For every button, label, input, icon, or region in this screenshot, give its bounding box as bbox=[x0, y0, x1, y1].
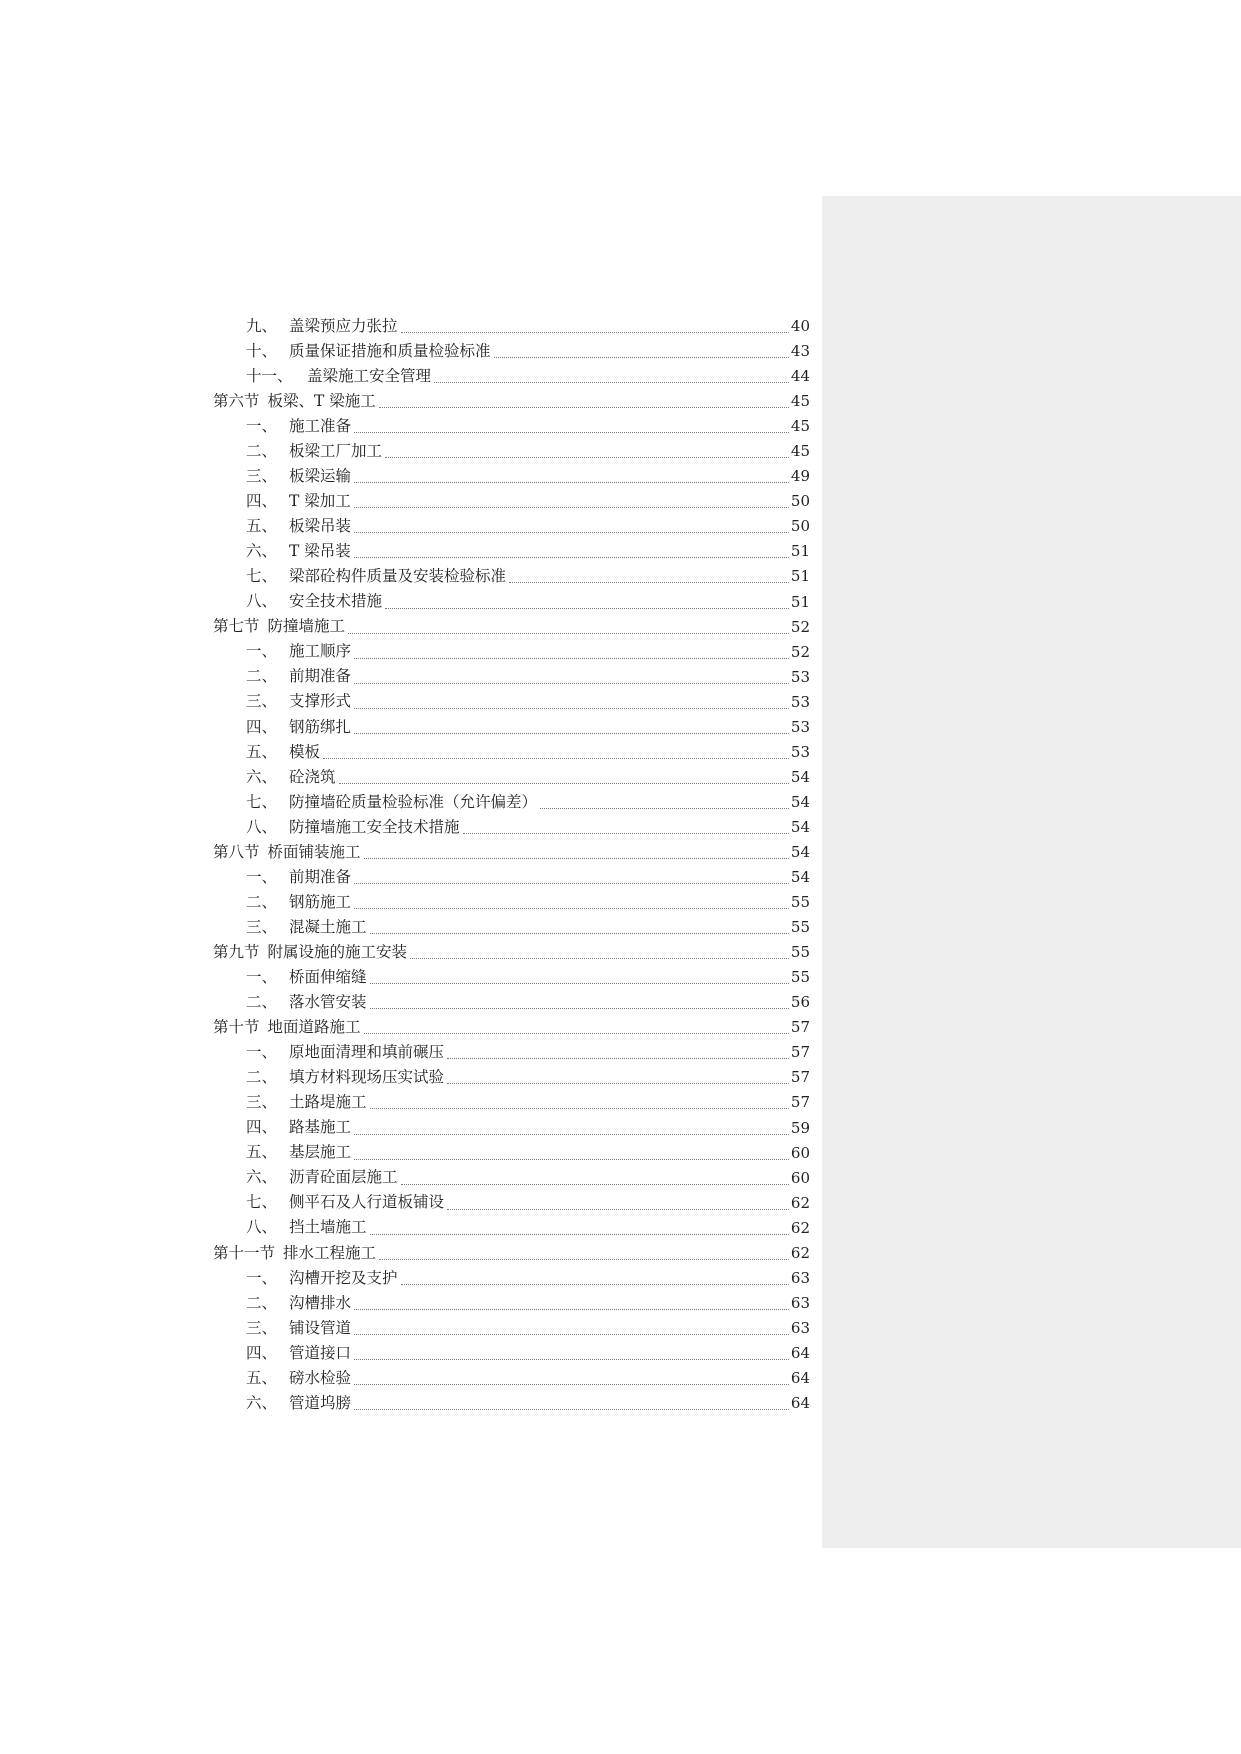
toc-subsection-entry[interactable] bbox=[213, 890, 810, 915]
toc-page-number: 62 bbox=[790, 1193, 810, 1212]
toc-dot-leader bbox=[385, 608, 789, 609]
toc-dot-leader bbox=[370, 983, 789, 984]
toc-entry-number: 三、 bbox=[246, 692, 278, 711]
toc-page-number: 55 bbox=[790, 893, 810, 912]
toc-entry-title: 排水工程施工 bbox=[283, 1243, 377, 1262]
toc-page-number: 52 bbox=[790, 642, 810, 661]
toc-page-number: 50 bbox=[790, 492, 810, 511]
toc-entry-title: 盖梁预应力张拉 bbox=[289, 316, 398, 335]
toc-entry-title: 前期准备 bbox=[289, 867, 352, 886]
toc-dot-leader bbox=[370, 1008, 789, 1009]
toc-page-number: 50 bbox=[790, 517, 810, 536]
toc-entry-number: 第七节 bbox=[213, 617, 260, 636]
toc-subsection-entry[interactable] bbox=[213, 1141, 810, 1166]
toc-entry-title: 盖梁施工安全管理 bbox=[307, 366, 432, 385]
toc-entry-title: 施工顺序 bbox=[289, 642, 352, 661]
toc-entry-number: 七、 bbox=[246, 792, 278, 811]
toc-dot-leader bbox=[323, 758, 789, 759]
toc-entry-title: T 梁加工 bbox=[289, 492, 351, 511]
toc-subsection-entry[interactable] bbox=[213, 314, 810, 339]
toc-dot-leader bbox=[354, 1334, 789, 1335]
toc-subsection-entry[interactable] bbox=[213, 539, 810, 564]
toc-entry-title: 防撞墙施工安全技术措施 bbox=[289, 817, 460, 836]
toc-page-number: 63 bbox=[790, 1318, 810, 1337]
toc-dot-leader bbox=[364, 1033, 789, 1034]
toc-dot-leader bbox=[354, 708, 789, 709]
toc-dot-leader bbox=[509, 582, 789, 583]
toc-dot-leader bbox=[348, 633, 789, 634]
toc-subsection-entry[interactable] bbox=[213, 665, 810, 690]
toc-entry-number: 十一、 bbox=[246, 366, 293, 385]
toc-entry-number: 五、 bbox=[246, 1368, 278, 1387]
toc-dot-leader bbox=[354, 1159, 789, 1160]
toc-subsection-entry[interactable] bbox=[213, 715, 810, 740]
toc-subsection-entry[interactable] bbox=[213, 1166, 810, 1191]
toc-dot-leader bbox=[379, 407, 789, 408]
toc-entry-title: 土路堤施工 bbox=[289, 1093, 367, 1112]
toc-entry-title: 板梁工厂加工 bbox=[289, 442, 383, 460]
toc-entry-number: 六、 bbox=[246, 1168, 278, 1187]
toc-subsection-entry[interactable] bbox=[213, 1191, 810, 1216]
toc-entry-title: 施工准备 bbox=[289, 416, 352, 435]
toc-entry-title: 防撞墙砼质量检验标准（允许偏差） bbox=[289, 792, 538, 811]
toc-dot-leader bbox=[354, 1359, 789, 1360]
toc-entry-title: 梁部砼构件质量及安装检验标准 bbox=[289, 567, 507, 586]
toc-subsection-entry[interactable] bbox=[213, 965, 810, 990]
toc-entry-title: 板梁、T 梁施工 bbox=[267, 391, 376, 410]
toc-subsection-entry[interactable] bbox=[213, 439, 810, 464]
toc-entry-number: 八、 bbox=[246, 1218, 278, 1237]
toc-entry-title: 基层施工 bbox=[289, 1143, 352, 1162]
toc-page-number: 62 bbox=[790, 1243, 810, 1262]
toc-page-number: 55 bbox=[790, 943, 810, 962]
toc-entry-title: 铺设管道 bbox=[289, 1318, 352, 1337]
toc-dot-leader bbox=[447, 1209, 789, 1210]
toc-page-number: 53 bbox=[790, 667, 810, 686]
toc-dot-leader bbox=[401, 332, 789, 333]
toc-entry-title: 钢筋绑扎 bbox=[289, 717, 352, 736]
toc-entry-title: 挡土墙施工 bbox=[289, 1218, 367, 1237]
toc-dot-leader bbox=[354, 683, 789, 684]
toc-entry-number: 四、 bbox=[246, 717, 278, 736]
toc-page-number: 57 bbox=[790, 1043, 810, 1062]
toc-subsection-entry[interactable] bbox=[213, 590, 810, 615]
toc-page-number: 57 bbox=[790, 1093, 810, 1112]
toc-section-entry[interactable] bbox=[213, 389, 810, 414]
toc-entry-number: 二、 bbox=[246, 892, 278, 911]
toc-subsection-entry[interactable] bbox=[213, 765, 810, 790]
toc-dot-leader bbox=[401, 1284, 789, 1285]
toc-entry-title: 模板 bbox=[289, 742, 321, 761]
toc-entry-title: 钢筋施工 bbox=[289, 892, 352, 911]
toc-dot-leader bbox=[379, 1259, 789, 1260]
toc-section-entry[interactable] bbox=[213, 1015, 810, 1040]
toc-entry-number: 第九节 bbox=[213, 942, 260, 961]
toc-subsection-entry[interactable] bbox=[213, 464, 810, 489]
toc-subsection-entry[interactable] bbox=[213, 564, 810, 589]
toc-section-entry[interactable] bbox=[213, 1241, 810, 1266]
toc-dot-leader bbox=[354, 1134, 789, 1135]
toc-dot-leader bbox=[339, 783, 789, 784]
toc-dot-leader bbox=[370, 1234, 789, 1235]
toc-page-number: 53 bbox=[790, 717, 810, 736]
toc-dot-leader bbox=[447, 1083, 789, 1084]
toc-entry-number: 五、 bbox=[246, 517, 278, 536]
toc-page-number: 64 bbox=[790, 1343, 810, 1362]
toc-entry-title: 地面道路施工 bbox=[267, 1018, 361, 1037]
toc-subsection-entry[interactable] bbox=[213, 514, 810, 539]
toc-subsection-entry[interactable] bbox=[213, 1366, 810, 1391]
toc-section-entry[interactable] bbox=[213, 840, 810, 865]
toc-entry-number: 三、 bbox=[246, 1093, 278, 1112]
toc-entry-number: 第十一节 bbox=[213, 1243, 276, 1262]
toc-page-number: 56 bbox=[790, 993, 810, 1012]
toc-page-number: 54 bbox=[790, 792, 810, 811]
toc-subsection-entry[interactable] bbox=[213, 740, 810, 765]
toc-entry-title: 安全技术措施 bbox=[289, 592, 383, 611]
toc-page-number: 63 bbox=[790, 1268, 810, 1287]
toc-entry-title: 板梁运输 bbox=[289, 467, 352, 486]
toc-page-number: 51 bbox=[790, 542, 810, 561]
toc-entry-number: 一、 bbox=[246, 867, 278, 886]
toc-entry-title: 路基施工 bbox=[289, 1118, 352, 1137]
toc-page-number: 51 bbox=[790, 567, 810, 586]
toc-entry-number: 三、 bbox=[246, 917, 278, 936]
toc-page-number: 53 bbox=[790, 742, 810, 761]
toc-page-number: 54 bbox=[790, 817, 810, 836]
toc-subsection-entry[interactable] bbox=[213, 1291, 810, 1316]
toc-subsection-entry[interactable] bbox=[213, 690, 810, 715]
toc-entry-number: 一、 bbox=[246, 642, 278, 661]
toc-page-number: 54 bbox=[790, 868, 810, 887]
toc-page-number: 49 bbox=[790, 467, 810, 486]
toc-dot-leader bbox=[354, 557, 789, 558]
toc-dot-leader bbox=[370, 933, 789, 934]
toc-page-number: 43 bbox=[790, 342, 810, 361]
toc-dot-leader bbox=[364, 858, 789, 859]
toc-entry-number: 六、 bbox=[246, 767, 278, 786]
toc-page-number: 62 bbox=[790, 1218, 810, 1237]
toc-entry-title: 防撞墙施工 bbox=[267, 617, 346, 636]
toc-dot-leader bbox=[434, 382, 789, 383]
toc-page-number: 54 bbox=[790, 767, 810, 786]
toc-page-number: 57 bbox=[790, 1068, 810, 1087]
toc-page-number: 59 bbox=[790, 1118, 810, 1137]
toc-page-number: 57 bbox=[790, 1018, 810, 1037]
toc-entry-title: 管道接口 bbox=[289, 1343, 352, 1362]
toc-dot-leader bbox=[354, 507, 789, 508]
toc-page-number: 64 bbox=[790, 1368, 810, 1387]
toc-subsection-entry[interactable] bbox=[213, 1316, 810, 1341]
toc-entry-number: 二、 bbox=[246, 993, 278, 1012]
toc-subsection-entry[interactable] bbox=[213, 339, 810, 364]
table-of-contents bbox=[213, 314, 810, 1416]
toc-dot-leader bbox=[354, 733, 789, 734]
toc-entry-number: 第六节 bbox=[213, 391, 260, 410]
toc-subsection-entry[interactable] bbox=[213, 1341, 810, 1366]
toc-entry-number: 一、 bbox=[246, 416, 278, 435]
toc-entry-title: 桥面铺装施工 bbox=[267, 842, 361, 861]
toc-subsection-entry[interactable] bbox=[213, 1266, 810, 1291]
toc-page-number: 44 bbox=[790, 367, 810, 386]
toc-page-number: 52 bbox=[790, 617, 810, 636]
toc-dot-leader bbox=[354, 1384, 789, 1385]
toc-subsection-entry[interactable] bbox=[213, 640, 810, 665]
toc-entry-title: 沥青砼面层施工 bbox=[289, 1168, 398, 1187]
toc-page-number: 45 bbox=[790, 442, 810, 461]
toc-subsection-entry[interactable] bbox=[213, 865, 810, 890]
toc-entry-title: 前期准备 bbox=[289, 667, 352, 686]
toc-dot-leader bbox=[370, 1108, 789, 1109]
toc-subsection-entry[interactable] bbox=[213, 1216, 810, 1241]
toc-dot-leader bbox=[540, 808, 789, 809]
toc-entry-title: 质量保证措施和质量检验标准 bbox=[289, 341, 491, 360]
toc-entry-number: 六、 bbox=[246, 542, 278, 561]
toc-entry-title: 附属设施的施工安装 bbox=[267, 942, 408, 961]
toc-entry-number: 四、 bbox=[246, 492, 278, 511]
toc-entry-number: 二、 bbox=[246, 442, 278, 460]
toc-entry-number: 第十节 bbox=[213, 1018, 260, 1037]
toc-dot-leader bbox=[385, 457, 789, 458]
toc-entry-number: 第八节 bbox=[213, 842, 260, 861]
toc-dot-leader bbox=[354, 432, 789, 433]
toc-entry-number: 二、 bbox=[246, 1293, 278, 1312]
toc-dot-leader bbox=[401, 1184, 789, 1185]
toc-entry-title: 磅水检验 bbox=[289, 1368, 352, 1387]
toc-subsection-entry[interactable] bbox=[213, 915, 810, 940]
toc-page-number: 60 bbox=[790, 1168, 810, 1187]
toc-subsection-entry[interactable] bbox=[213, 1116, 810, 1141]
toc-entry-title: T 梁吊装 bbox=[289, 542, 351, 561]
toc-dot-leader bbox=[354, 1409, 789, 1410]
toc-entry-number: 八、 bbox=[246, 592, 278, 611]
comment-margin-pane bbox=[822, 196, 1241, 1548]
toc-page-number: 63 bbox=[790, 1293, 810, 1312]
toc-entry-title: 板梁吊装 bbox=[289, 517, 352, 536]
toc-entry-number: 一、 bbox=[246, 1268, 278, 1287]
toc-entry-number: 四、 bbox=[246, 1343, 278, 1362]
toc-entry-number: 八、 bbox=[246, 817, 278, 836]
toc-subsection-entry[interactable] bbox=[213, 1391, 810, 1416]
toc-page-number: 55 bbox=[790, 918, 810, 937]
toc-page-number: 60 bbox=[790, 1143, 810, 1162]
toc-entry-number: 四、 bbox=[246, 1118, 278, 1137]
toc-entry-number: 二、 bbox=[246, 667, 278, 686]
toc-entry-title: 混凝土施工 bbox=[289, 917, 367, 936]
toc-subsection-entry[interactable] bbox=[213, 790, 810, 815]
toc-entry-title: 侧平石及人行道板铺设 bbox=[289, 1193, 445, 1212]
toc-dot-leader bbox=[447, 1058, 789, 1059]
toc-subsection-entry[interactable] bbox=[213, 364, 810, 389]
toc-dot-leader bbox=[354, 908, 789, 909]
toc-page-number: 45 bbox=[790, 392, 810, 411]
toc-entry-number: 五、 bbox=[246, 1143, 278, 1162]
toc-page-number: 40 bbox=[790, 317, 810, 336]
toc-entry-number: 三、 bbox=[246, 1318, 278, 1337]
toc-section-entry[interactable] bbox=[213, 940, 810, 965]
toc-entry-number: 七、 bbox=[246, 567, 278, 586]
toc-entry-title: 沟槽开挖及支护 bbox=[289, 1268, 398, 1287]
toc-entry-title: 砼浇筑 bbox=[289, 767, 336, 786]
toc-dot-leader bbox=[494, 357, 789, 358]
toc-entry-number: 六、 bbox=[246, 1393, 278, 1412]
toc-subsection-entry[interactable] bbox=[213, 815, 810, 840]
toc-entry-title: 支撑形式 bbox=[289, 692, 352, 711]
toc-subsection-entry[interactable] bbox=[213, 1040, 810, 1065]
toc-entry-number: 九、 bbox=[246, 316, 278, 335]
toc-dot-leader bbox=[410, 958, 789, 959]
toc-subsection-entry[interactable] bbox=[213, 1090, 810, 1115]
toc-entry-number: 五、 bbox=[246, 742, 278, 761]
toc-entry-number: 七、 bbox=[246, 1193, 278, 1212]
toc-dot-leader bbox=[354, 482, 789, 483]
toc-entry-number: 十、 bbox=[246, 341, 278, 360]
toc-entry-number: 三、 bbox=[246, 467, 278, 486]
toc-entry-title: 管道坞膀 bbox=[289, 1393, 352, 1412]
toc-dot-leader bbox=[354, 532, 789, 533]
toc-dot-leader bbox=[354, 883, 789, 884]
toc-subsection-entry[interactable] bbox=[213, 414, 810, 439]
toc-page-number: 64 bbox=[790, 1394, 810, 1413]
toc-entry-number: 一、 bbox=[246, 967, 278, 986]
toc-subsection-entry[interactable] bbox=[213, 1065, 810, 1090]
toc-entry-number: 二、 bbox=[246, 1068, 278, 1087]
toc-subsection-entry[interactable] bbox=[213, 990, 810, 1015]
toc-dot-leader bbox=[354, 1309, 789, 1310]
toc-subsection-entry[interactable] bbox=[213, 489, 810, 514]
toc-page-number: 51 bbox=[790, 592, 810, 611]
toc-entry-title: 桥面伸缩缝 bbox=[289, 967, 367, 986]
toc-page-number: 45 bbox=[790, 417, 810, 436]
toc-dot-leader bbox=[354, 658, 789, 659]
toc-entry-title: 原地面清理和填前碾压 bbox=[289, 1043, 445, 1062]
toc-page-number: 53 bbox=[790, 692, 810, 711]
toc-page-number: 54 bbox=[790, 843, 810, 861]
toc-entry-title: 填方材料现场压实试验 bbox=[289, 1068, 445, 1087]
toc-entry-number: 一、 bbox=[246, 1043, 278, 1062]
toc-entry-title: 落水管安装 bbox=[289, 993, 367, 1012]
toc-section-entry[interactable] bbox=[213, 615, 810, 640]
toc-entry-title: 沟槽排水 bbox=[289, 1293, 352, 1312]
toc-page-number: 55 bbox=[790, 968, 810, 987]
toc-dot-leader bbox=[463, 833, 789, 834]
